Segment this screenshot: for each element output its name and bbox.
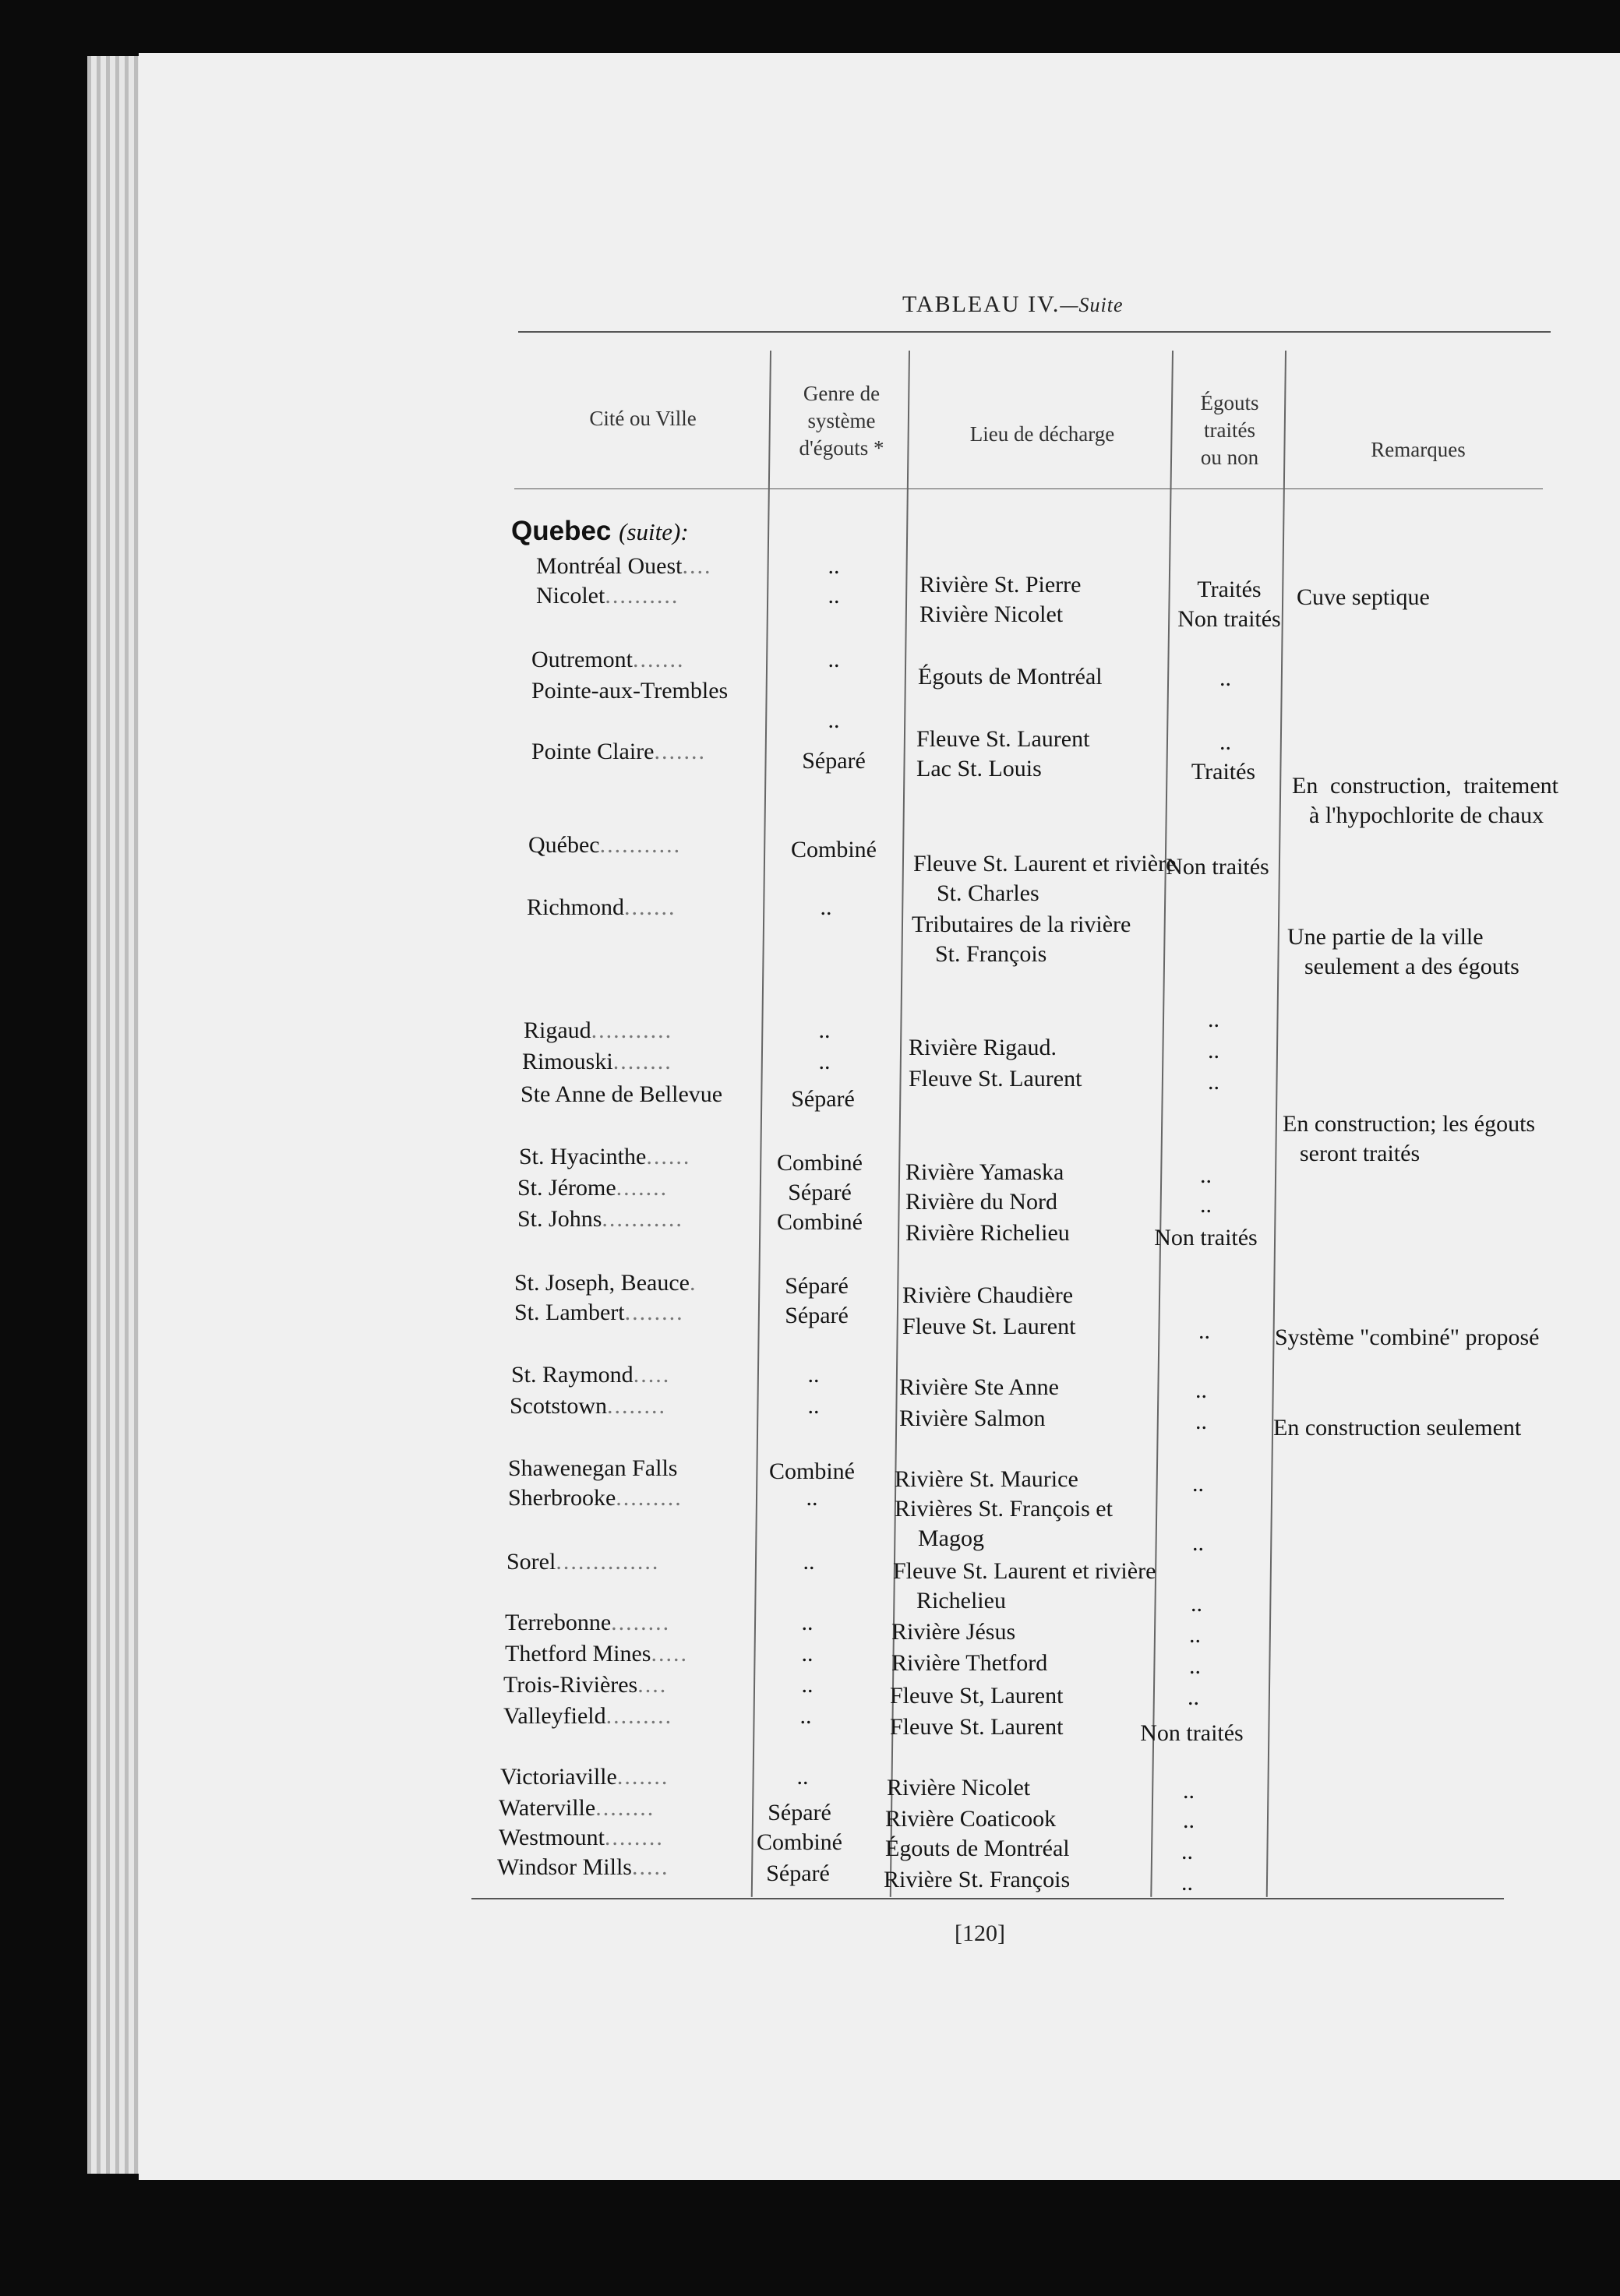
remark-cell: En construction seulement (1273, 1415, 1522, 1441)
discharge-cell: Fleuve St. Laurent (902, 1314, 1076, 1339)
city-cell: Nicolet.......... (536, 583, 679, 608)
city-cell: St. Hyacinthe...... (519, 1144, 691, 1169)
system-cell: .. (828, 707, 840, 733)
discharge-cell: Rivière Jésus (891, 1619, 1016, 1645)
system-cell: .. (807, 1362, 820, 1388)
city-cell: Victoriaville....... (500, 1764, 669, 1790)
header-city: Cité ou Ville (589, 407, 697, 430)
header-treated: Égouts traités ou non (1200, 391, 1259, 469)
discharge-cell: Rivières St. François et Magog (895, 1496, 1113, 1551)
discharge-cell: Fleuve St. Laurent (909, 1066, 1082, 1092)
discharge-cell: Rivière Rigaud. (909, 1035, 1057, 1060)
discharge-cell: Rivière St. Pierre (919, 572, 1082, 598)
system-cell: Combiné (777, 1209, 863, 1235)
treated-cell: Traités (1197, 577, 1262, 602)
treated-cell: Traités (1191, 759, 1256, 785)
city-cell: Trois-Rivières.... (503, 1672, 668, 1698)
system-cell: Séparé (768, 1800, 831, 1825)
header-remarks: Remarques (1371, 438, 1466, 461)
system-cell: Séparé (785, 1303, 849, 1328)
city-cell: Rimouski........ (522, 1049, 672, 1074)
top-rule (518, 331, 1551, 333)
system-cell: Séparé (785, 1273, 849, 1299)
system-cell: .. (801, 1610, 814, 1635)
treated-cell: .. (1219, 665, 1231, 691)
system-cell: .. (803, 1549, 815, 1575)
discharge-cell: Rivière Nicolet (887, 1775, 1031, 1800)
city-cell: Scotstown........ (510, 1393, 667, 1419)
discharge-cell: Rivière St. François (884, 1867, 1071, 1892)
system-cell: Séparé (802, 748, 866, 774)
treated-cell: .. (1189, 1622, 1201, 1648)
city-cell: St. Jérome....... (517, 1175, 669, 1201)
discharge-cell: Rivière Nicolet (919, 601, 1064, 627)
system-cell: .. (818, 1049, 831, 1074)
discharge-cell: Rivière Ste Anne (899, 1374, 1059, 1400)
treated-cell: .. (1192, 1471, 1204, 1497)
table-title: TABLEAU IV.—Suite (902, 291, 1124, 317)
treated-cell: Non traités (1154, 1225, 1258, 1250)
system-cell: Séparé (766, 1860, 830, 1886)
city-cell: Waterville........ (499, 1795, 655, 1821)
system-cell: .. (828, 647, 840, 672)
discharge-cell: Fleuve St. Laurent (916, 726, 1090, 752)
discharge-cell: Rivière Yamaska (905, 1159, 1064, 1185)
city-cell: Westmount........ (499, 1825, 664, 1850)
discharge-cell: Rivière Richelieu (905, 1220, 1070, 1246)
city-cell: Shawenegan Falls (508, 1455, 678, 1481)
treated-cell: .. (1188, 1684, 1199, 1710)
treated-cell: .. (1189, 1653, 1201, 1679)
discharge-cell: Tributaires de la rivière St. François (912, 912, 1131, 967)
treated-cell: .. (1183, 1778, 1195, 1804)
header-discharge: Lieu de décharge (969, 422, 1115, 446)
page-number: [120] (955, 1920, 1005, 1946)
city-cell: St. Lambert........ (514, 1300, 684, 1325)
system-cell: .. (799, 1703, 812, 1729)
system-cell: .. (801, 1641, 814, 1666)
treated-cell: .. (1181, 1870, 1193, 1896)
system-cell: .. (796, 1764, 809, 1790)
city-cell: Pointe-aux-Trembles (531, 678, 729, 704)
remark-cell: En construction; les égouts seront traités (1283, 1111, 1536, 1166)
treated-cell: .. (1181, 1839, 1193, 1864)
treated-cell: .. (1200, 1192, 1212, 1218)
discharge-cell: Rivière Chaudière (902, 1282, 1074, 1308)
treated-cell: Non traités (1166, 854, 1269, 880)
treated-cell: .. (1198, 1318, 1210, 1344)
city-cell: Pointe Claire....... (531, 739, 706, 764)
city-cell: Rigaud........... (524, 1018, 673, 1043)
city-cell: Québec........... (528, 832, 682, 858)
discharge-cell: Rivière Coaticook (885, 1806, 1057, 1832)
remark-cell: En construction, traitement à l'hypochlorite de chaux (1292, 773, 1558, 828)
system-cell: Séparé (791, 1086, 855, 1112)
section-heading: Quebec (suite): (511, 516, 689, 546)
treated-cell: .. (1219, 729, 1231, 755)
system-cell: .. (818, 1018, 831, 1043)
city-cell: Outremont....... (531, 647, 685, 672)
discharge-cell: Rivière St. Maurice (895, 1466, 1078, 1492)
discharge-cell: Fleuve St. Laurent et rivière Richelieu (893, 1558, 1156, 1614)
discharge-cell: Égouts de Montréal (885, 1836, 1070, 1861)
system-cell: .. (806, 1485, 818, 1511)
treated-cell: .. (1208, 1038, 1219, 1063)
header-rule (514, 488, 1543, 489)
system-cell: .. (828, 553, 840, 579)
system-cell: Combiné (757, 1829, 842, 1855)
treated-cell: .. (1195, 1377, 1207, 1403)
city-cell: Sorel.............. (506, 1549, 660, 1575)
system-cell: .. (828, 583, 840, 608)
system-cell: Combiné (777, 1150, 863, 1176)
treated-cell: .. (1208, 1007, 1219, 1032)
discharge-cell: Fleuve St, Laurent (890, 1683, 1064, 1709)
system-cell: .. (820, 894, 832, 920)
remark-cell: Système "combiné" proposé (1275, 1324, 1540, 1350)
discharge-cell: Égouts de Montréal (918, 664, 1103, 690)
system-cell: Séparé (788, 1180, 852, 1205)
city-cell: Valleyfield......... (503, 1703, 673, 1729)
system-cell: .. (807, 1393, 820, 1419)
discharge-cell: Rivière Salmon (899, 1405, 1046, 1431)
treated-cell: .. (1200, 1162, 1212, 1188)
city-cell: Ste Anne de Bellevue (521, 1081, 723, 1107)
treated-cell: .. (1195, 1409, 1207, 1434)
discharge-cell: Rivière du Nord (905, 1189, 1057, 1215)
discharge-cell: Fleuve St. Laurent et rivière St. Charles (913, 851, 1177, 906)
city-cell: St. Joseph, Beauce. (514, 1270, 697, 1296)
treated-cell: .. (1183, 1808, 1195, 1833)
city-cell: Richmond....... (527, 894, 676, 920)
system-cell: Combiné (791, 837, 877, 862)
system-cell: Combiné (769, 1458, 855, 1484)
treated-cell: Non traités (1177, 606, 1281, 632)
city-cell: Thetford Mines..... (505, 1641, 688, 1666)
system-cell: .. (801, 1672, 814, 1698)
discharge-cell: Rivière Thetford (891, 1650, 1048, 1676)
header-system: Genre de système d'égouts * (799, 382, 884, 460)
discharge-cell: Fleuve St. Laurent (890, 1714, 1064, 1740)
remark-cell: Une partie de la ville seulement a des égouts (1287, 924, 1519, 979)
city-cell: Montréal Ouest.... (536, 553, 712, 579)
city-cell: Windsor Mills..... (497, 1854, 669, 1880)
treated-cell: .. (1192, 1530, 1204, 1556)
remark-cell: Cuve septique (1297, 584, 1430, 610)
treated-cell: Non traités (1140, 1720, 1244, 1746)
city-cell: St. Raymond..... (511, 1362, 671, 1388)
city-cell: St. Johns........... (517, 1206, 683, 1232)
bottom-rule (471, 1898, 1504, 1899)
city-cell: Terrebonne........ (505, 1610, 671, 1635)
treated-cell: .. (1191, 1591, 1202, 1617)
treated-cell: .. (1208, 1069, 1219, 1095)
city-cell: Sherbrooke......... (508, 1485, 683, 1511)
discharge-cell: Lac St. Louis (916, 756, 1042, 781)
